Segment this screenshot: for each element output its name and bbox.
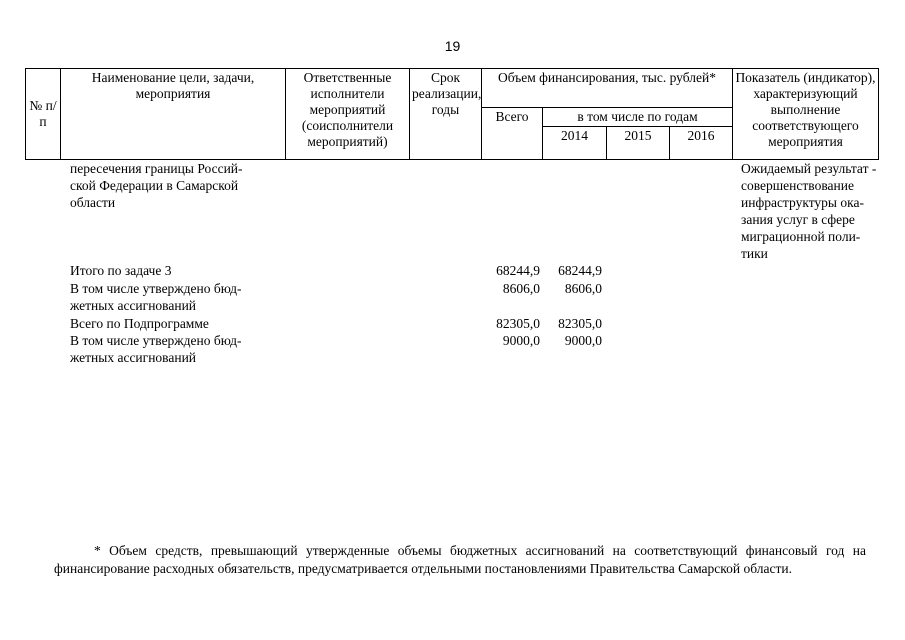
body-name-text (70, 160, 243, 211)
text-line: В том числе утверждено бюд- (70, 333, 242, 348)
header-by-years: в том числе по годам (543, 108, 733, 127)
summary-label-subprogram: Всего по Подпрограмме (70, 316, 209, 331)
header-name: Наименование цели, задачи, мероприятия (61, 69, 286, 160)
page-number: 19 (444, 38, 461, 54)
table-header (25, 68, 879, 160)
header-indicator: Показатель (индикатор), характеризующий выполнение соответствующего мероприятия (733, 69, 879, 160)
text-line: инфраструктуры ока- (741, 195, 864, 210)
header-funding: Объем финансирования, тыс. рублей* (482, 69, 733, 108)
text-line: совершенствование (741, 178, 854, 193)
summary-2014-subprogram: 82305,0 (558, 316, 602, 331)
summary-total-approved-1: 8606,0 (502, 281, 540, 296)
header-responsible: Ответственные исполнители мероприятий (соисполнители мероприятий) (286, 69, 410, 160)
text-line: ской Федерации в Самарской (70, 178, 239, 193)
text-line: пересечения границы Россий- (70, 161, 243, 176)
text-line: В том числе утверждено бюд- (70, 281, 242, 296)
body-indicator-text (741, 160, 876, 262)
header-num: № п/п (26, 69, 61, 160)
summary-2014-task3: 68244,9 (558, 263, 602, 278)
summary-label-task3: Итого по задаче 3 (70, 263, 172, 278)
text-line: Ожидаемый результат - (741, 161, 877, 176)
text-line: тики (741, 246, 768, 261)
text-line: зания услуг в сфере (741, 212, 855, 227)
summary-total-task3: 68244,9 (496, 263, 540, 278)
summary-2014-approved-2: 9000,0 (564, 333, 602, 348)
text-line: миграционной поли- (741, 229, 861, 244)
footnote: * Объем средств, превышающий утвержденные объемы бюджетных ассигнований на соответствующий финансовый год на финансирование расходных обязательств, предусматривается отдельными постановлениями Правительства Самарской области. (54, 543, 866, 576)
text-line: жетных ассигнований (70, 350, 197, 365)
text-line: области (70, 195, 116, 210)
header-year-2014: 2014 (543, 127, 607, 160)
summary-total-approved-2: 9000,0 (502, 333, 540, 348)
summary-label-approved-1 (70, 280, 241, 314)
summary-2014-approved-1: 8606,0 (564, 281, 602, 296)
summary-total-subprogram: 82305,0 (496, 316, 540, 331)
summary-label-approved-2 (70, 332, 241, 366)
header-year-2016: 2016 (670, 127, 733, 160)
header-year-2015: 2015 (607, 127, 670, 160)
text-line: жетных ассигнований (70, 298, 197, 313)
header-term: Срок реализации, годы (410, 69, 482, 160)
header-total: Всего (482, 108, 543, 160)
